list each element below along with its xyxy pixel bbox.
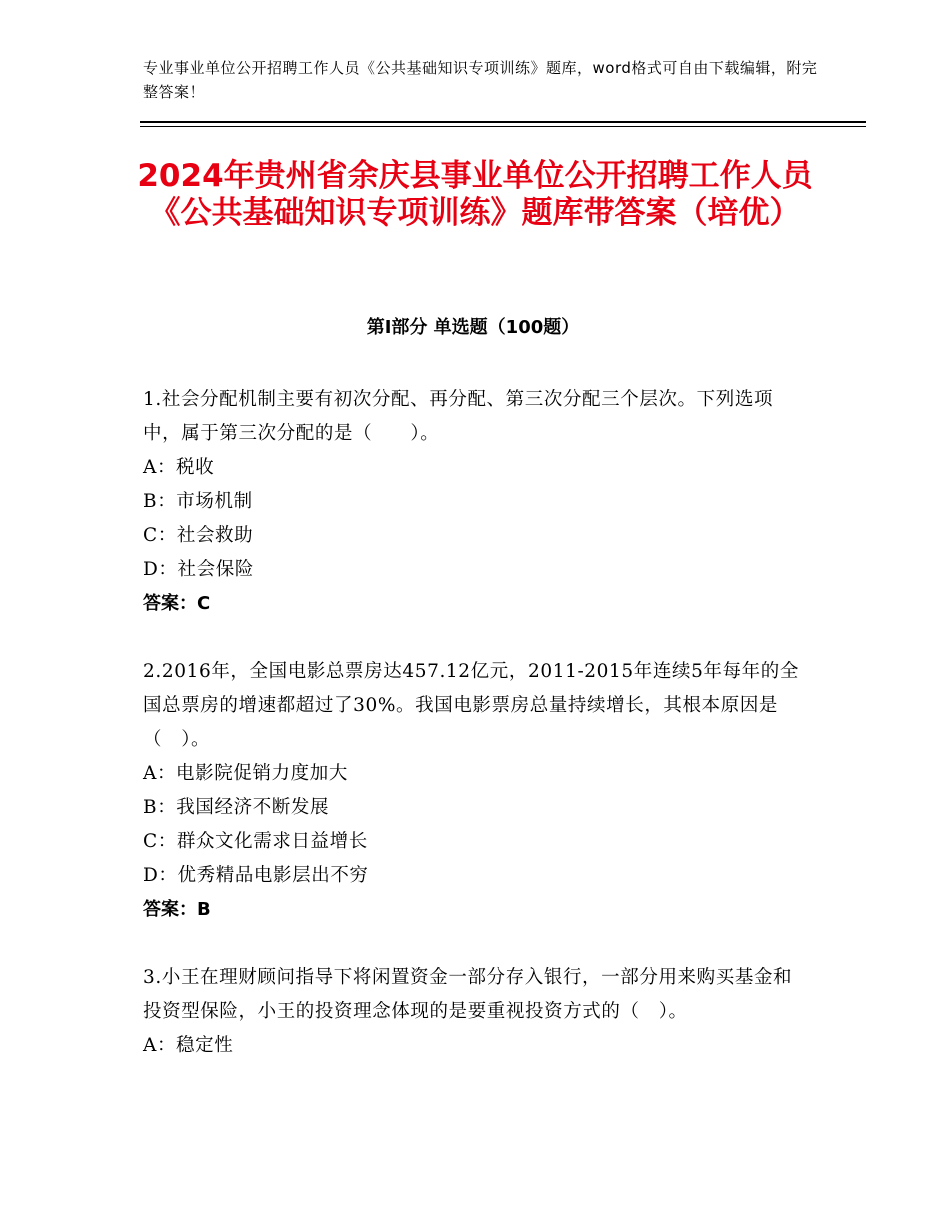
section-title: 第Ⅰ部分 单选题（100题） <box>366 317 580 338</box>
header-divider-thick <box>140 121 866 123</box>
option-a: A：税收 <box>143 457 215 478</box>
option-b: B：我国经济不断发展 <box>143 797 330 818</box>
option-c: C：社会救助 <box>143 525 254 546</box>
question-stem: 3.小王在理财顾问指导下将闲置资金一部分存入银行，一部分用来购买基金和投资型保险，小王的投资理念体现的是要重视投资方式的（ ）。 <box>143 967 793 1022</box>
option-b: B：市场机制 <box>143 491 253 512</box>
header-divider-thin <box>140 126 866 127</box>
question-stem: 1.社会分配机制主要有初次分配、再分配、第三次分配三个层次。下列选项中，属于第三次分配的是（ ）。 <box>143 389 774 444</box>
question-1 <box>143 383 808 621</box>
question-2 <box>143 655 808 927</box>
question-stem: 2.2016年，全国电影总票房达457.12亿元，2011-2015年连续5年每年的全国总票房的增速都超过了30%。我国电影票房总量持续增长，其根本原因是（ ）。 <box>143 661 799 750</box>
option-c: C：群众文化需求日益增长 <box>143 831 368 852</box>
option-d: D：社会保险 <box>143 559 254 580</box>
answer-label: 答案：B <box>143 899 211 920</box>
option-d: D：优秀精品电影层出不穷 <box>143 865 369 886</box>
header-note: 专业事业单位公开招聘工作人员《公共基础知识专项训练》题库，word格式可自由下载编辑，附完整答案！ <box>143 59 818 101</box>
question-3 <box>143 961 808 1063</box>
document-title: 2024年贵州省余庆县事业单位公开招聘工作人员《公共基础知识专项训练》题库带答案（培优） <box>137 158 813 231</box>
answer-label: 答案：C <box>143 593 211 614</box>
question-list <box>143 383 808 1063</box>
question-spacer <box>143 621 808 655</box>
question-spacer <box>143 927 808 961</box>
option-a: A：电影院促销力度加大 <box>143 763 348 784</box>
option-a: A：稳定性 <box>143 1035 234 1056</box>
